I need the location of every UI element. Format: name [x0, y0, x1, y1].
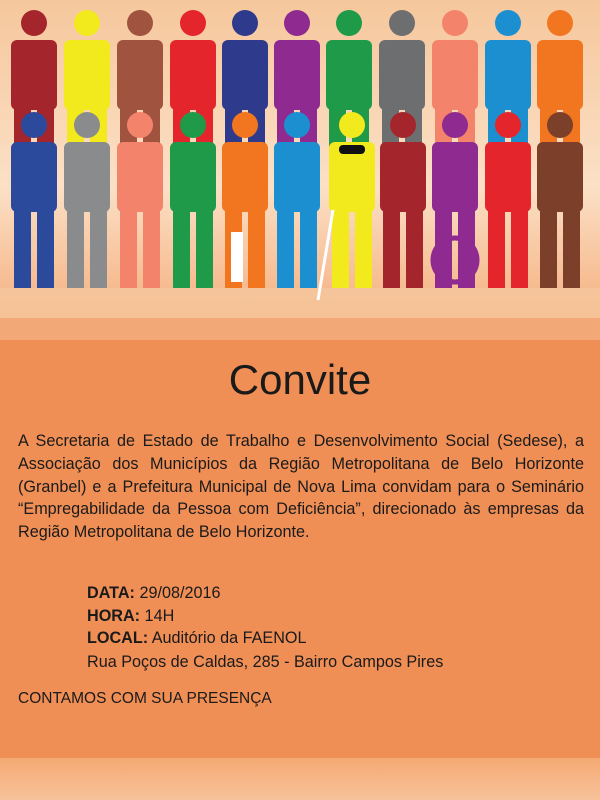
place-value: Auditório da FAENOL	[148, 629, 307, 647]
sunglasses-icon	[339, 145, 365, 154]
prosthetic-leg-icon	[231, 232, 243, 282]
place-label: LOCAL:	[87, 629, 149, 647]
time-value: 14H	[140, 606, 175, 625]
footer-band	[0, 758, 600, 800]
time-label: HORA:	[87, 606, 141, 625]
people-illustration	[0, 0, 600, 340]
intro-paragraph: A Secretaria de Estado de Trabalho e Desenvolvimento Social (Sedese), a Associação dos Municípios da Região Metropolitana de Belo Horizonte (Granbel) e a Prefeitura Municipal de Nova Lima convidam para o Seminário “Empregabilidade da Pessoa com Deficiência”, direcionado às empresas da Região Metropolitana de Belo Horizonte.	[18, 432, 584, 542]
date-row	[87, 582, 443, 605]
address-line: Rua Poços de Caldas, 285 - Bairro Campos Pires	[87, 652, 444, 671]
page-title: Convite	[228, 356, 372, 403]
closing-line: CONTAMOS COM SUA PRESENÇA	[18, 690, 272, 707]
event-details	[87, 582, 443, 673]
date-label: DATA:	[87, 584, 135, 602]
time-row	[87, 605, 443, 628]
date-value: 29/08/2016	[134, 584, 221, 602]
place-row	[87, 627, 443, 650]
